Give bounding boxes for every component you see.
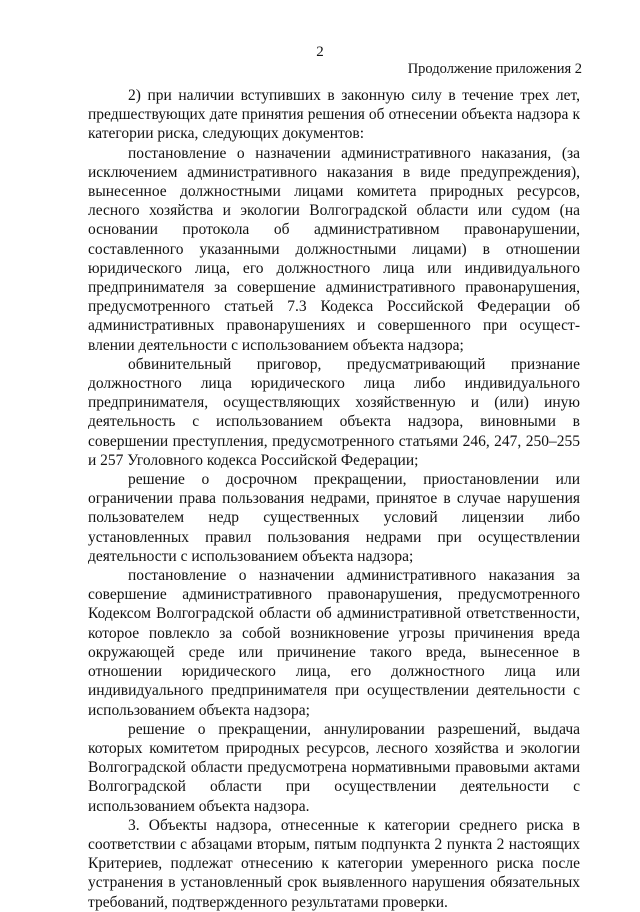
- document-body: [88, 86, 580, 912]
- paragraph-item-2: 2) при наличии вступивших в законную силу в течение трех лет, предшествующих дате принятия решения об отнесении объекта надзора к категории риска, следующих документов:: [88, 87, 580, 143]
- paragraph-permit-cancellation: решение о прекращении, аннулировании разрешений, выдача которых комитетом природных ресурсов, лесного хозяйства и экологии Волгоградской области предусмотрена нормативными правовыми актами Волгоградской области при осуществлении деятельности с использованием объекта надзора.: [88, 720, 580, 815]
- paragraph-item-3: 3. Объекты надзора, отнесенные к категории среднего риска в соответствии с абзацами вторым, пятым подпункта 2 пункта 2 настоящих Критериев, подлежат отнесению к категории умеренного риска после устранения в установленный срок выявленного нарушения обязательных требований, подтвержденного результатами проверки.: [88, 816, 580, 911]
- paragraph-guilty-verdict: обвинительный приговор, предусматривающий признание должностного лица юридического лица либо индивидуального предпринимателя, осуществляющих хозяйственную и (или) иную деятельность с использованием объекта надзора, виновными в совершении преступления, предусмотренного статьями 246, 247, 250–255 и 257 Уголовного кодекса Российской Федерации;: [88, 355, 580, 469]
- paragraph-regional-code-resolution: постановление о назначении административного наказания за совершение административного правонарушения, предусмотренного Кодексом Волгоградской области об административной ответственности, которое повлекло за собой возникновение угрозы причинения вреда окружающей среде или причинение такого вреда, вынесенное в отношении юридического лица, его должностного лица или индивидуального предпринимателя при осуществлении деятельности с использованием объекта надзора;: [88, 567, 580, 719]
- appendix-continuation-note: Продолжение приложения 2: [407, 61, 582, 77]
- page-number: 2: [316, 44, 324, 60]
- paragraph-admin-penalty-resolution: постановление о назначении административного наказания, (за исключением административного наказания в виде предупреждения), вынесенное должностными лицами комитета природных ресурсов, лесного хозяйства и экологии Волгоградской области или судом (на основании протокола об административном правонарушении, составленного указанными должностными лицами) в отношении юридического лица, его должностного лица или индивидуального предпринимателя за совершение административного правонарушения, предусмотренного статьей 7.3 Кодекса Российской Федерации об административных правонарушениях и совершенного при осуществлении деятельности с использованием объекта надзора;: [88, 144, 580, 354]
- paragraph-subsoil-rights-decision: решение о досрочном прекращении, приостановлении или ограничении права пользования недрами, принятое в случае нарушения пользователем недр существенных условий лицензии либо установленных правил пользования недрами при осуществлении деятельности с использованием объекта надзора;: [88, 471, 580, 565]
